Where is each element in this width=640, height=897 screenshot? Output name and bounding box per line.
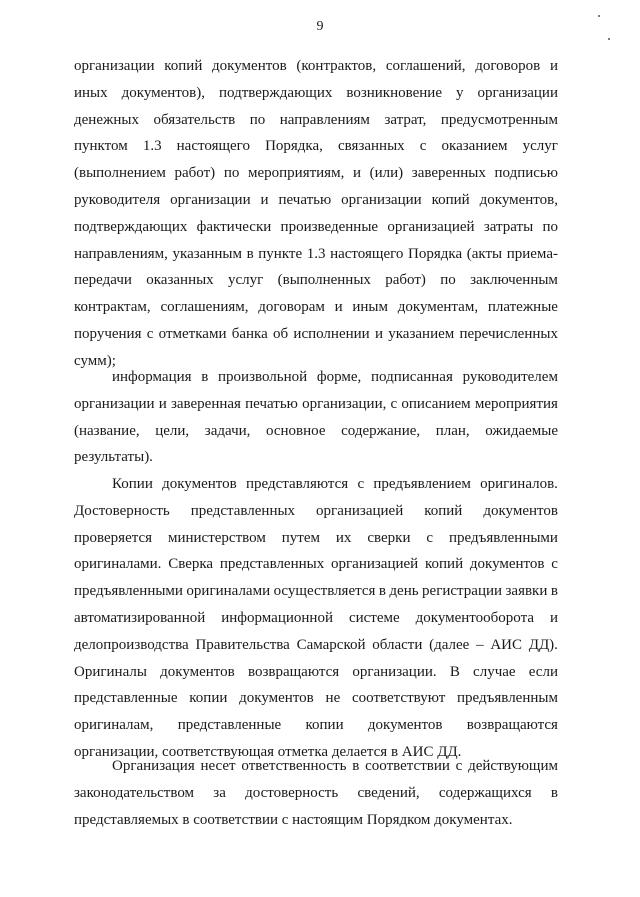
text-line: пунктом 1.3 настоящего Порядка, связанных с оказанием услуг <box>74 138 558 155</box>
text-line: организации, соответствующая отметка делается в АИС ДД. <box>74 743 462 760</box>
paragraph <box>74 53 558 375</box>
text-line: организации и заверенная печатью организации, с описанием мероприятия <box>74 395 558 412</box>
text-line: проверяется министерством путем их сверки с предъявленными <box>74 529 558 546</box>
text-line: законодательством за достоверность сведений, содержащихся в <box>74 784 558 801</box>
text-line: направлениям, указанным в пункте 1.3 настоящего Порядка (акты приема- <box>74 245 558 262</box>
scan-speck <box>608 38 610 40</box>
text-line: информация в произвольной форме, подписанная руководителем <box>112 369 558 385</box>
text-line: Копии документов представляются с предъявлением оригиналов. <box>112 476 558 492</box>
text-line: организации копий документов (контрактов, соглашений, договоров и <box>74 58 558 74</box>
text-line: контрактам, соглашениям, договорам и иным документам, платежные <box>74 299 558 316</box>
text-line: сумм); <box>74 352 116 369</box>
text-line: (выполнением работ) по мероприятиям, и (или) заверенных подписью <box>74 165 558 182</box>
text-line: оригиналами. Сверка представленных организацией копий документов с <box>74 556 558 573</box>
paragraph <box>74 471 558 766</box>
text-line: представленные копии документов не соответствуют предъявленным <box>74 690 558 707</box>
paragraph <box>74 753 558 833</box>
paragraph <box>74 364 558 471</box>
text-line: делопроизводства Правительства Самарской области (далее – АИС ДД). <box>74 636 558 653</box>
text-line: автоматизированной информационной системе документооборота и <box>74 609 558 626</box>
text-line: руководителя организации и печатью организации копий документов, <box>74 191 558 208</box>
page-number: 9 <box>316 19 324 34</box>
text-line: поручения с отметками банка об исполнении и указанием перечисленных <box>74 325 558 342</box>
scan-speck <box>598 15 600 17</box>
text-line: Оригиналы документов возвращаются организации. В случае если <box>74 663 558 680</box>
text-line: денежных обязательств по направлениям затрат, предусмотренным <box>74 111 558 128</box>
text-line: иных документов), подтверждающих возникновение у организации <box>74 84 558 101</box>
text-line: результаты). <box>74 449 153 466</box>
text-line: представляемых в соответствии с настоящим Порядком документах. <box>74 811 513 828</box>
text-line: Достоверность представленных организацией копий документов <box>74 502 558 519</box>
text-line: оригиналам, представленные копии документов возвращаются <box>74 717 558 734</box>
text-line: передачи оказанных услуг (выполненных работ) по заключенным <box>74 272 558 289</box>
text-line: подтверждающих фактически произведенные организацией затраты по <box>74 218 558 235</box>
text-line: (название, цели, задачи, основное содержание, план, ожидаемые <box>74 422 558 439</box>
text-line: предъявленными оригиналами осуществляется в день регистрации заявки в <box>74 583 558 600</box>
text-line: Организация несет ответственность в соответствии с действующим <box>112 758 558 774</box>
